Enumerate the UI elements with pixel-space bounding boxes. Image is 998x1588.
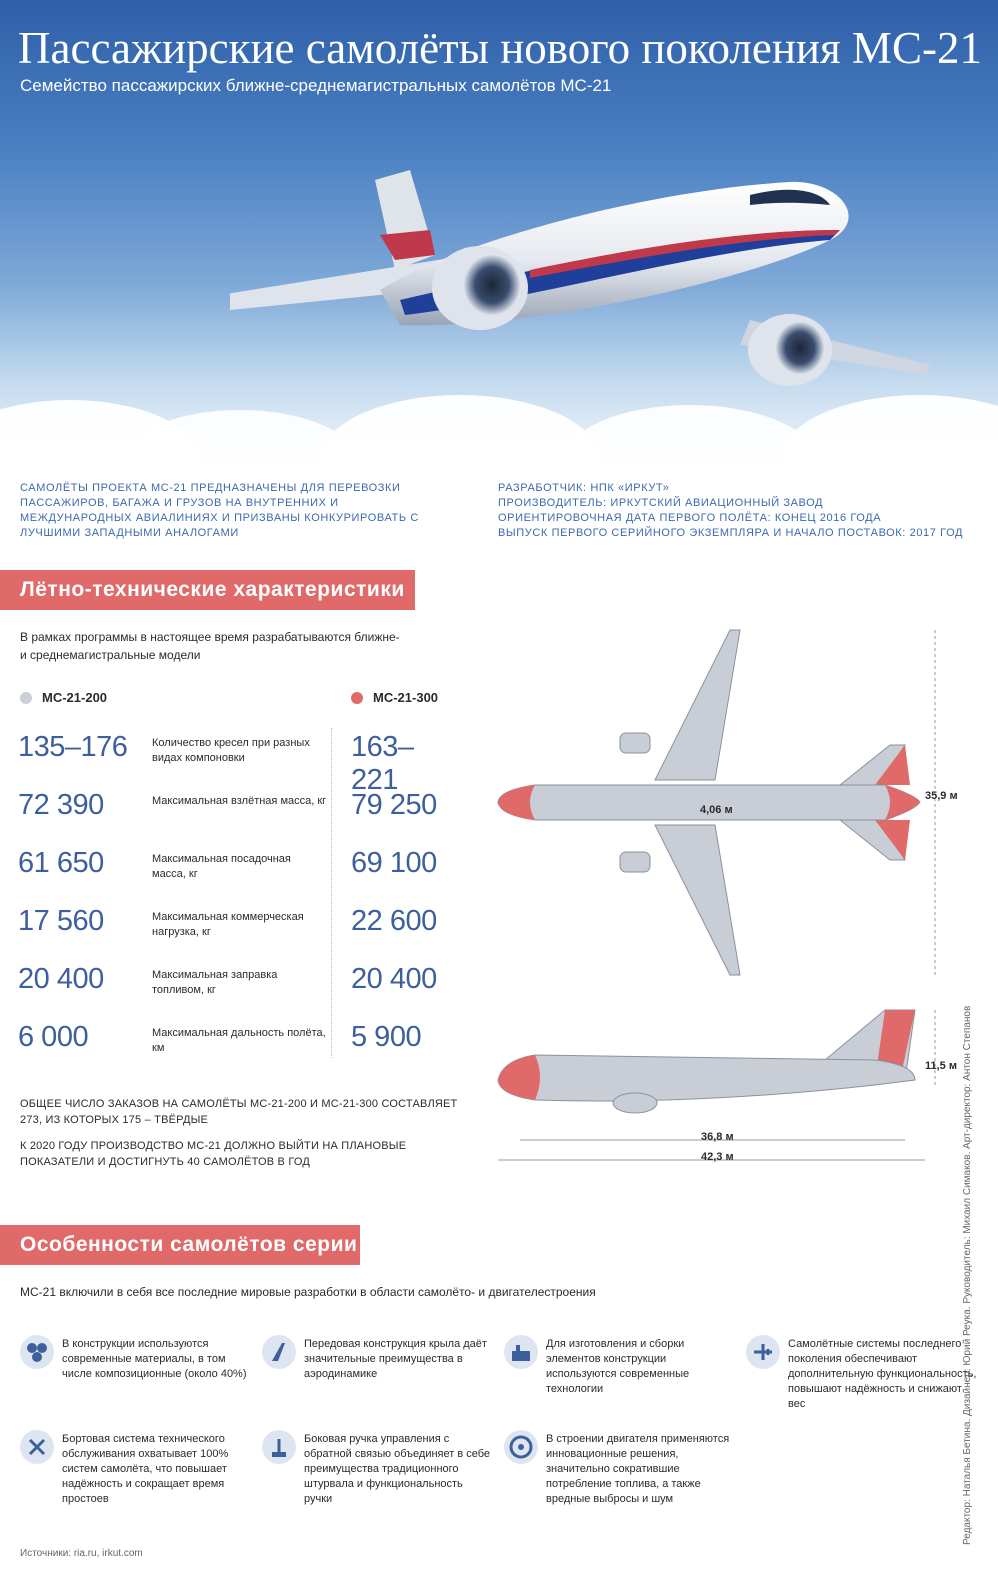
feature-text: В конструкции используются современные материалы, в том числе композиционные (около 40%) <box>62 1338 247 1380</box>
spec-value-300: 5 900 <box>351 1021 422 1053</box>
legend-dot-200 <box>20 692 32 704</box>
spec-value-300: 22 600 <box>351 905 437 937</box>
program-facts-line-4: ВЫПУСК ПЕРВОГО СЕРИЙНОГО ЭКЗЕМПЛЯРА И НАЧАЛО ПОСТАВОК: 2017 ГОД <box>498 527 964 539</box>
spec-row-landing-mass <box>0 844 460 902</box>
spec-row-payload <box>0 902 460 960</box>
composite-materials-icon <box>20 1335 54 1369</box>
feature-text: В строении двигателя применяются инновационные решения, значительно сократившие потребление топлива, а также вредные выбросы и шум <box>546 1433 730 1505</box>
length-200-label: 36,8 м <box>701 1131 734 1143</box>
program-facts-line-3: ОРИЕНТИРОВОЧНАЯ ДАТА ПЕРВОГО ПОЛЁТА: КОНЕЦ 2016 ГОДА <box>498 512 882 524</box>
legend-label-200: МС-21-200 <box>42 690 108 705</box>
spec-value-200: 72 390 <box>18 789 104 821</box>
feature-technologies <box>504 1335 744 1425</box>
maintenance-icon <box>20 1430 54 1464</box>
spec-label: Максимальная коммерческая нагрузка, кг <box>152 911 304 938</box>
credits: Редактор: Наталья Бетина. Дизайнер: Юрий Реука. Руководитель: Михаил Симаков. Арт-директор: Антон Степанов <box>962 1005 973 1545</box>
orders-note: ОБЩЕЕ ЧИСЛО ЗАКАЗОВ НА САМОЛЁТЫ МС-21-200 И МС-21-300 СОСТАВЛЯЕТ 273, ИЗ КОТОРЫХ 175 – ТВЁРДЫЕ <box>20 1098 458 1126</box>
feature-wing <box>262 1335 502 1425</box>
hero-banner <box>0 0 998 490</box>
airplane-icon <box>746 1335 780 1369</box>
page-title: Пассажирские самолёты нового поколения МС-21 <box>18 23 982 73</box>
spec-row-fuel <box>0 960 460 1018</box>
legend-dot-300 <box>351 692 363 704</box>
features-section-heading: Особенности самолётов серии <box>0 1225 360 1265</box>
legend-label-300: МС-21-300 <box>373 690 439 705</box>
factory-icon <box>504 1335 538 1369</box>
fuselage-width-label: 4,06 м <box>700 804 733 816</box>
features-intro: МС-21 включили в себя все последние мировые разработки в области самолёто- и двигателестроения <box>20 1285 596 1299</box>
engine-fan-icon <box>504 1430 538 1464</box>
page-subtitle: Семейство пассажирских ближне-среднемагистральных самолётов МС-21 <box>20 76 612 95</box>
specs-section-heading: Лётно-технические характеристики <box>0 570 415 610</box>
feature-systems <box>746 1335 986 1425</box>
plane-side-view-diagram <box>495 1005 970 1170</box>
program-facts-line-2: ПРОИЗВОДИТЕЛЬ: ИРКУТСКИЙ АВИАЦИОННЫЙ ЗАВОД <box>498 497 824 509</box>
spec-label: Максимальная заправка топливом, кг <box>152 969 278 996</box>
feature-text: Для изготовления и сборки элементов конструкции используются современные технологии <box>546 1338 690 1395</box>
feature-text: Бортовая система технического обслуживания охватывает 100% систем самолёта, что повышает надёжность и сокращает время простоев <box>62 1433 229 1505</box>
spec-value-200: 61 650 <box>18 847 104 879</box>
spec-label: Максимальная взлётная масса, кг <box>152 795 327 807</box>
spec-label: Максимальная дальность полёта, км <box>152 1027 326 1054</box>
feature-engine <box>504 1430 744 1520</box>
spec-value-300: 69 100 <box>351 847 437 879</box>
feature-composites <box>20 1335 260 1425</box>
spec-value-300: 163–221 <box>351 731 414 796</box>
sources: Источники: ria.ru, irkut.com <box>20 1548 143 1559</box>
spec-row-seats <box>0 728 460 796</box>
feature-text: Боковая ручка управления с обратной связью объединяет в себе преимущества традиционного штурвала и функциональность ручки <box>304 1433 491 1505</box>
legend-model-300 <box>351 690 438 705</box>
spec-value-300: 20 400 <box>351 963 437 995</box>
legend-model-200 <box>20 690 107 705</box>
spec-value-300: 79 250 <box>351 789 437 821</box>
feature-text: Передовая конструкция крыла даёт значительные преимущества в аэродинамике <box>304 1338 487 1380</box>
program-facts-line-1: РАЗРАБОТЧИК: НПК «ИРКУТ» <box>498 482 670 494</box>
hero-airplane-illustration <box>230 160 950 410</box>
feature-sidestick <box>262 1430 502 1520</box>
spec-value-200: 135–176 <box>18 731 128 763</box>
spec-value-200: 17 560 <box>18 905 104 937</box>
spec-value-200: 6 000 <box>18 1021 89 1053</box>
height-label: 11,5 м <box>925 1060 957 1072</box>
sidestick-icon <box>262 1430 296 1464</box>
feature-maintenance <box>20 1430 260 1520</box>
production-note: К 2020 ГОДУ ПРОИЗВОДСТВО МС-21 ДОЛЖНО ВЫЙТИ НА ПЛАНОВЫЕ ПОКАЗАТЕЛИ И ДОСТИГНУТЬ 40 САМОЛЁТОВ В ГОД <box>20 1140 407 1168</box>
wing-icon <box>262 1335 296 1369</box>
spec-value-200: 20 400 <box>18 963 104 995</box>
spec-label: Максимальная посадочная масса, кг <box>152 853 291 880</box>
length-300-label: 42,3 м <box>701 1151 734 1163</box>
spec-row-takeoff-mass <box>0 786 460 844</box>
plane-top-view-diagram <box>495 625 970 980</box>
specs-intro: В рамках программы в настоящее время разрабатываются ближне- и среднемагистральные модели <box>20 630 400 662</box>
feature-text: Самолётные системы последнего поколения обеспечивают дополнительную функциональность, повышают надёжность и снижают вес <box>788 1338 977 1410</box>
spec-label: Количество кресел при разных видах компоновки <box>152 737 310 764</box>
program-purpose-text: САМОЛЁТЫ ПРОЕКТА МС-21 ПРЕДНАЗНАЧЕНЫ ДЛЯ ПЕРЕВОЗКИ ПАССАЖИРОВ, БАГАЖА И ГРУЗОВ НА ВНУТРЕННИХ И МЕЖДУНАРОДНЫХ АВИАЛИНИЯХ И ПРИЗВАНЫ КОНКУРИРОВАТЬ С ЛУЧШИМИ ЗАПАДНЫМИ АНАЛОГАМИ <box>20 482 419 539</box>
spec-row-range <box>0 1018 460 1076</box>
wingspan-label: 35,9 м <box>925 790 958 802</box>
